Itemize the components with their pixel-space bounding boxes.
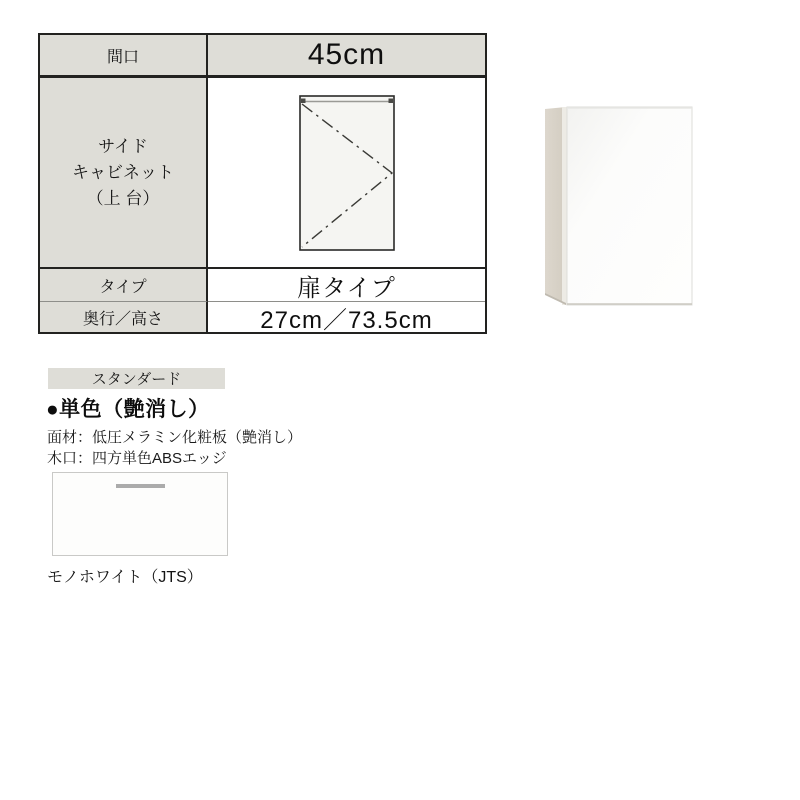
spec-value-depth-height: 27cm／73.5cm — [260, 306, 433, 332]
spec-row-width-label-cell — [40, 35, 208, 78]
spec-value-type: 扉タイプ — [297, 274, 396, 302]
spec-row-depth-height-label-cell — [40, 302, 208, 332]
white-cabinet-photo-icon — [543, 105, 694, 307]
spec-row-type-label-cell — [40, 269, 208, 302]
finish-heading: ●単色（艶消し） — [46, 398, 210, 421]
spec-row-cabinet-label-cell — [40, 78, 208, 269]
color-swatch-monowhite — [52, 472, 228, 556]
spec-row-cabinet-diagram-cell — [208, 78, 485, 269]
color-swatch-label: モノホワイト（JTS） — [47, 569, 203, 586]
swatch-handle-bar — [116, 484, 165, 488]
spec-value-width: 45cm — [307, 38, 386, 71]
spec-label-side-cabinet — [72, 134, 174, 212]
product-photo — [543, 105, 694, 307]
grade-badge-label: スタンダード — [91, 371, 182, 388]
spec-label-depth-height: 奥行／高さ — [82, 310, 163, 328]
finish-edge-spec: 木口：四方単色ABSエッジ — [47, 450, 227, 467]
spec-row-type-value-cell — [208, 269, 485, 302]
spec-label-side-cabinet-line2: キャビネット — [72, 162, 174, 182]
spec-row-depth-height-value-cell — [208, 302, 485, 332]
spec-table — [38, 33, 487, 334]
spec-label-type: タイプ — [99, 278, 147, 296]
spec-label-side-cabinet-line1: サイド — [98, 136, 148, 156]
spec-label-side-cabinet-line3: （上 台） — [86, 188, 160, 208]
door-swing-diagram-icon — [299, 95, 395, 251]
spec-label-width: 間口 — [106, 48, 139, 66]
grade-badge — [48, 368, 225, 389]
finish-face-material: 面材：低圧メラミン化粧板（艶消し） — [47, 429, 303, 446]
spec-row-width-value-cell — [208, 35, 485, 78]
